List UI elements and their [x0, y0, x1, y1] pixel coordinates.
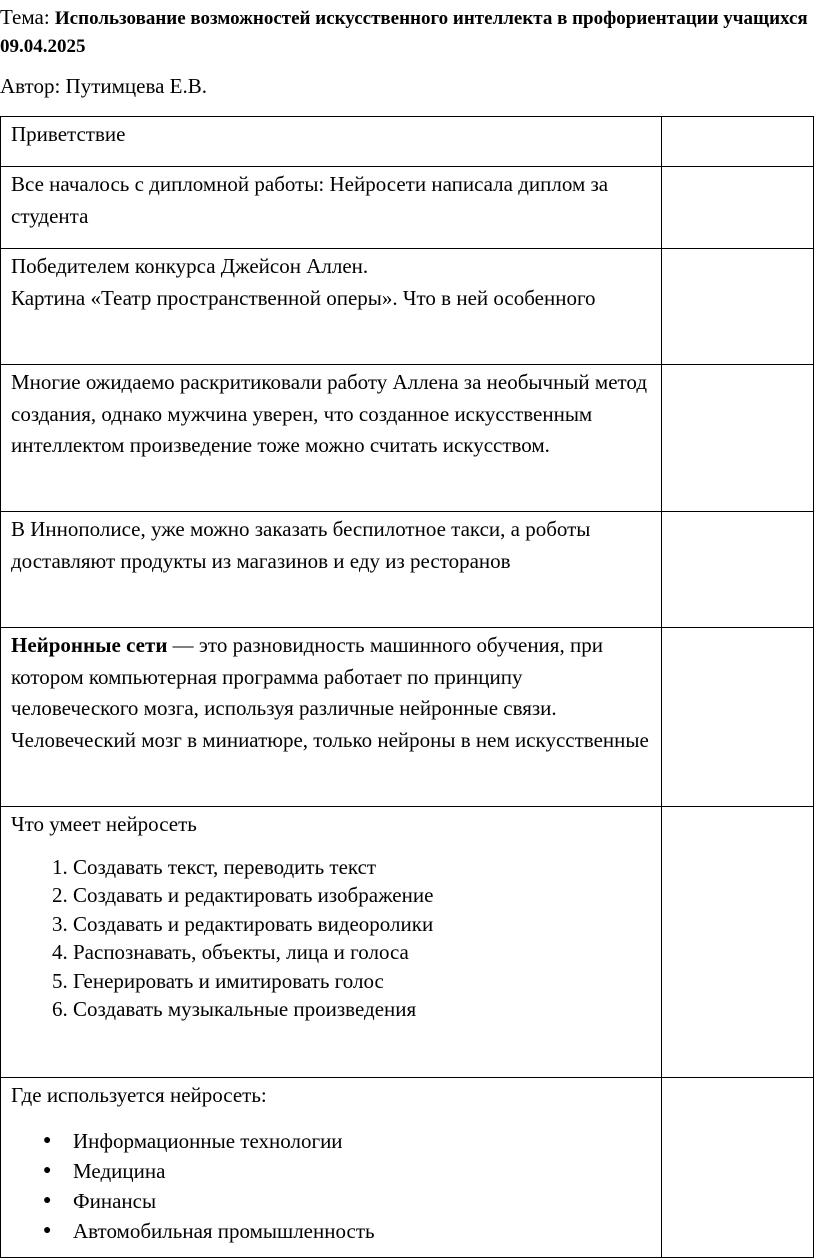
topic-title: Использование возможностей искусственного интеллекта в профориентации учащихся 09.04.2025: [0, 8, 808, 57]
list-item: [43, 1126, 655, 1156]
list-item: [43, 1156, 655, 1186]
row-innopolis: В Иннополисе, уже можно заказать беспилотное такси, а роботы доставляют продукты из магазинов и еду из ресторанов: [1, 512, 662, 628]
row-side-cell: [662, 628, 814, 807]
list-item-label: Медицина: [73, 1158, 166, 1183]
capabilities-heading: Что умеет нейросеть: [11, 812, 197, 836]
list-item-label: Информационные технологии: [73, 1128, 343, 1153]
neural-networks-term: Нейронные сети: [11, 633, 168, 657]
table-row: [1, 1078, 814, 1258]
row-criticism: Многие ожидаемо раскритиковали работу Аллена за необычный метод создания, однако мужчина уверен, что созданное искусственным интеллектом произведение тоже можно считать искусством.: [1, 365, 662, 512]
bullet-icon: ●: [43, 1132, 52, 1148]
list-item: 2. Создавать и редактировать изображение: [73, 881, 655, 910]
bullet-icon: ●: [43, 1192, 52, 1208]
row-side-cell: [662, 512, 814, 628]
row-side-cell: [662, 117, 814, 167]
neural-networks-definition: — это разновидность машинного обучения, при котором компьютерная программа работает по принципу человеческого мозга, используя различные нейронные связи. Человеческий мозг в миниатюре, только нейроны в нем искусственные: [11, 633, 649, 752]
usage-list: [11, 1126, 655, 1246]
table-row: [1, 807, 814, 1078]
table-row: [1, 167, 814, 249]
row-side-cell: [662, 365, 814, 512]
row-side-cell: [662, 1078, 814, 1258]
list-item: 4. Распознавать, объекты, лица и голоса: [73, 938, 655, 967]
row-contest: [1, 249, 662, 365]
list-item: [43, 1186, 655, 1216]
row-side-cell: [662, 249, 814, 365]
table-row: [1, 249, 814, 365]
list-item-label: Финансы: [73, 1188, 157, 1213]
list-item-label: Автомобильная промышленность: [73, 1218, 375, 1243]
row-neural-networks: [1, 628, 662, 807]
list-item: 1. Создавать текст, переводить текст: [73, 853, 655, 882]
row-side-cell: [662, 167, 814, 249]
list-item: 6. Создавать музыкальные произведения: [73, 995, 655, 1024]
row-usage-areas: [1, 1078, 662, 1258]
usage-heading: Где используется нейросеть:: [11, 1083, 267, 1107]
topic-label: Тема:: [0, 5, 55, 29]
list-item: 5. Генерировать и имитировать голос: [73, 967, 655, 996]
row-side-cell: [662, 807, 814, 1078]
topic-line: [0, 4, 812, 60]
row-capabilities: [1, 807, 662, 1078]
table-row: [1, 512, 814, 628]
capabilities-list: [11, 853, 655, 1024]
table-row: [1, 628, 814, 807]
author-line: Автор: Путимцева Е.В.: [0, 74, 208, 98]
row-greeting: Приветствие: [1, 117, 662, 167]
table-row: [1, 365, 814, 512]
bullet-icon: ●: [43, 1162, 52, 1178]
list-item: 3. Создавать и редактировать видеоролики: [73, 910, 655, 939]
table-row: [1, 117, 814, 167]
lesson-plan-table: [0, 116, 814, 1258]
list-item: [43, 1216, 655, 1246]
row-diploma: Все началось с дипломной работы: Нейросети написала диплом за студента: [1, 167, 662, 249]
bullet-icon: ●: [43, 1222, 52, 1238]
contest-line-2: Картина «Театр пространственной оперы». Что в ней особенного: [11, 285, 596, 310]
contest-line-1: Победителем конкурса Джейсон Аллен.: [11, 254, 369, 278]
